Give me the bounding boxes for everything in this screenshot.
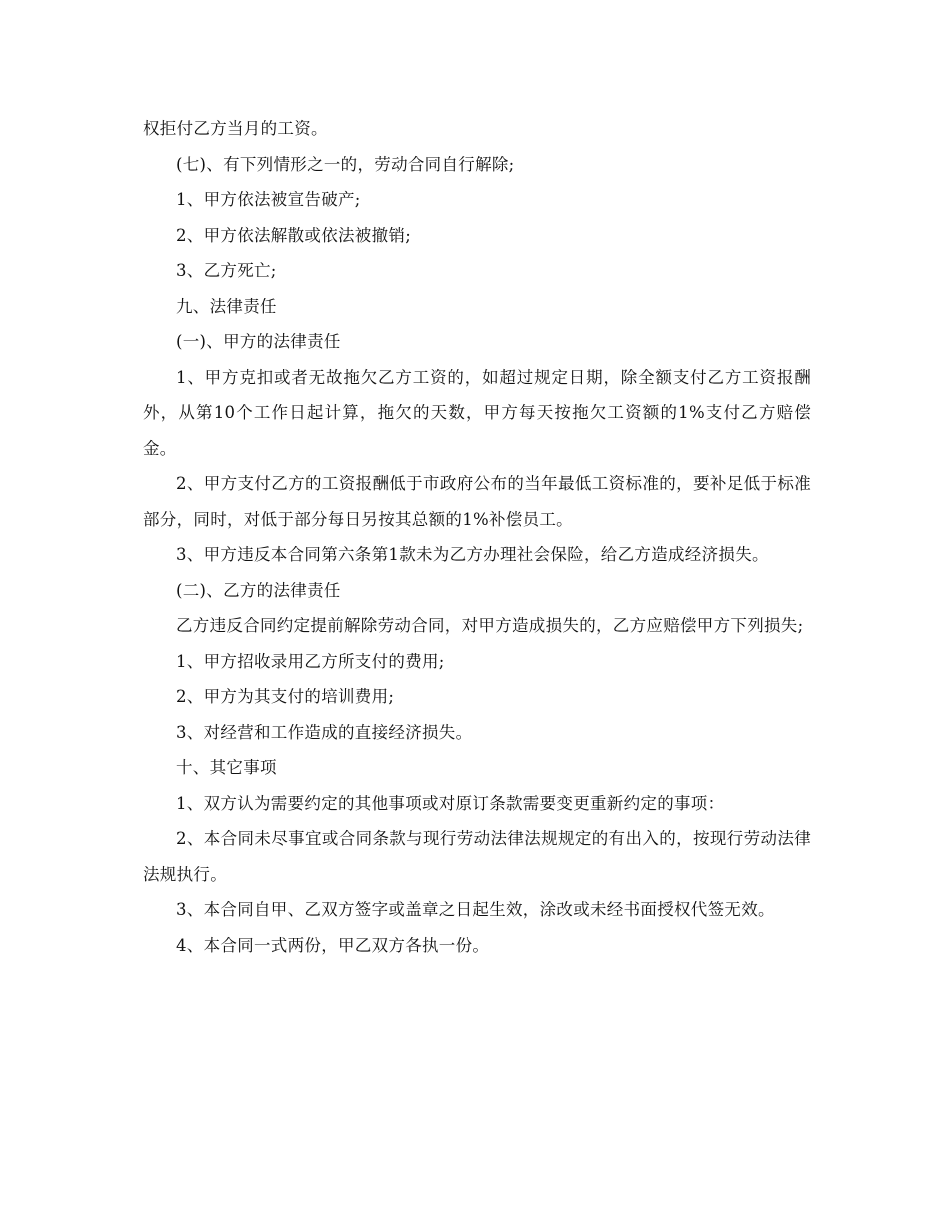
- subsection-heading: (二)、乙方的法律责任: [176, 580, 341, 600]
- paragraph: 权拒付乙方当月的工资。: [143, 119, 328, 138]
- paragraph: 1、甲方依法被宣告破产;: [176, 190, 361, 209]
- subsection-heading: (一)、甲方的法律责任: [176, 332, 341, 351]
- section-heading: 十、其它事项: [176, 758, 277, 777]
- paragraph: 2、甲方依法解散或依法被撤销;: [176, 225, 412, 245]
- section-heading: 九、法律责任: [176, 296, 277, 316]
- paragraph: 乙方违反合同约定提前解除劳动合同，对甲方造成损失的，乙方应赔偿甲方下列损失;: [176, 616, 804, 635]
- paragraph: 3、乙方死亡;: [176, 261, 277, 280]
- paragraph: 1、甲方克扣或者无故拖欠乙方工资的，如超过规定日期，除全额支付乙方工资报酬外，从第10个工作日起计算，拖欠的天数，甲方每天按拖欠工资额的1%支付乙方赔偿金。: [143, 367, 811, 458]
- paragraph: 3、甲方违反本合同第六条第1款未为乙方办理社会保险，给乙方造成经济损失。: [176, 545, 769, 564]
- paragraph: 3、对经营和工作造成的直接经济损失。: [176, 722, 473, 742]
- paragraph: 2、本合同未尽事宜或合同条款与现行劳动法律法规规定的有出入的，按现行劳动法律法规执行。: [143, 829, 811, 884]
- paragraph: 2、甲方支付乙方的工资报酬低于市政府公布的当年最低工资标准的，要补足低于标准部分，同时，对低于部分每日另按其总额的1%补偿员工。: [143, 474, 811, 529]
- document-body: [143, 111, 811, 963]
- paragraph: 3、本合同自甲、乙双方签字或盖章之日起生效，涂改或未经书面授权代签无效。: [176, 900, 775, 919]
- paragraph: 1、甲方招收录用乙方所支付的费用;: [176, 651, 445, 671]
- paragraph: 1、双方认为需要约定的其他事项或对原订条款需要变更重新约定的事项：: [176, 793, 725, 813]
- paragraph: (七)、有下列情形之一的，劳动合同自行解除;: [176, 154, 515, 174]
- paragraph: 2、甲方为其支付的培训费用;: [176, 687, 395, 706]
- paragraph: 4、本合同一式两份，甲乙双方各执一份。: [176, 935, 490, 955]
